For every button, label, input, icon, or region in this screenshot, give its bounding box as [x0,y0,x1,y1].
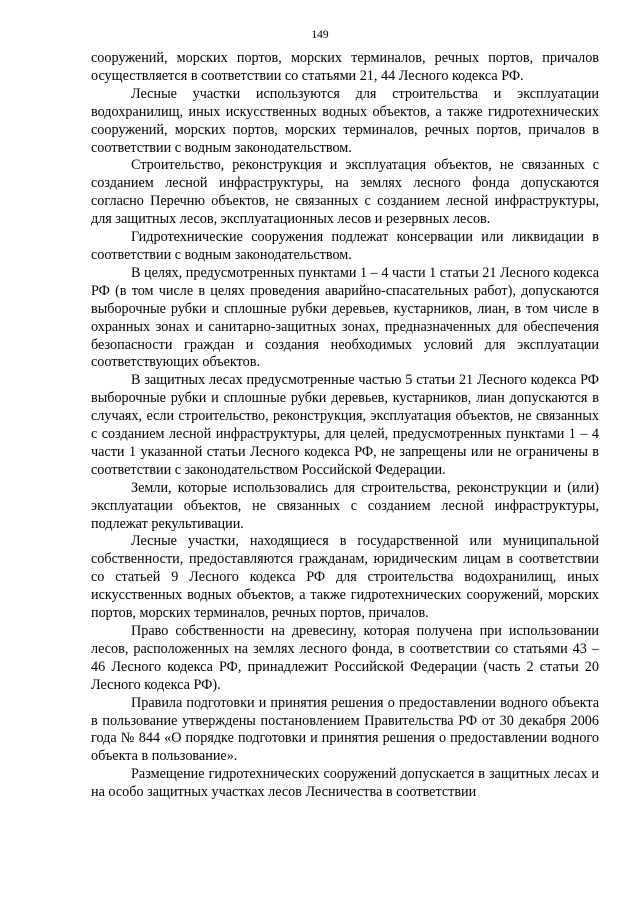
paragraph: Лесные участки, находящиеся в государственной или муниципальной собственности, предоставляются гражданам, юридическим лицам в соответствии со статьей 9 Лесного кодекса РФ для строительства водохранилищ, иных искусственных водных объектов, а также гидротехнических сооружений, морских портов, морских терминалов, речных портов, причалов. [91,533,599,622]
paragraph: Гидротехнические сооружения подлежат консервации или ликвидации в соответствии с водным законодательством. [91,229,599,263]
paragraph: Земли, которые использовались для строительства, реконструкции и (или) эксплуатации объектов, не связанных с созданием лесной инфраструктуры, подлежат рекультивации. [91,479,599,532]
paragraph: Право собственности на древесину, которая получена при использовании лесов, расположенных на землях лесного фонда, в соответствии со статьями 43 – 46 Лесного кодекса РФ, принадлежит Российской Федерации (часть 2 статьи 20 Лесного кодекса РФ). [91,623,599,693]
page-number: 149 [311,29,329,41]
paragraph: В защитных лесах предусмотренные частью 5 статьи 21 Лесного кодекса РФ выборочные рубки и сплошные рубки деревьев, кустарников, лиан допускаются в случаях, если строительство, реконструкция, эксплуатация объектов, не связанных с созданием лесной инфраструктуры, для целей, предусмотренных пунктами 1 – 4 части 1 указанной статьи Лесного кодекса РФ, не запрещены или не ограничены в соответствии с законодательством Российской Федерации. [91,372,599,478]
paragraph: Правила подготовки и принятия решения о предоставлении водного объекта в пользование утверждены постановлением Правительства РФ от 30 декабря 2006 года № 844 «О порядке подготовки и принятия решения о предоставлении водного объекта в пользование». [91,694,599,765]
paragraph: В целях, предусмотренных пунктами 1 – 4 части 1 статьи 21 Лесного кодекса РФ (в том числе в целях проведения аварийно-спасательных работ), допускаются выборочные рубки и сплошные рубки деревьев, кустарников, лиан, в том числе в охранных зонах и санитарно-защитных зонах, предназначенных для обеспечения безопасности граждан и создания необходимых условий для эксплуатации соответствующих объектов. [91,264,599,371]
paragraph: Лесные участки используются для строительства и эксплуатации водохранилищ, иных искусственных водных объектов, а также гидротехнических сооружений, морских портов, морских терминалов, речных портов, причалов в соответствии с водным законодательством. [91,85,599,156]
document-body [91,50,599,802]
paragraph: Размещение гидротехнических сооружений допускается в защитных лесах и на особо защитных участках лесов Лесничества в соответствии [91,766,599,801]
paragraph: Строительство, реконструкция и эксплуатация объектов, не связанных с созданием лесной инфраструктуры, на землях лесного фонда допускаются согласно Перечню объектов, не связанных с созданием лесной инфраструктуры, для защитных лесов, эксплуатационных лесов и резервных лесов. [91,157,599,228]
paragraph: сооружений, морских портов, морских терминалов, речных портов, причалов осуществляется в соответствии со статьями 21, 44 Лесного кодекса РФ. [91,50,599,84]
